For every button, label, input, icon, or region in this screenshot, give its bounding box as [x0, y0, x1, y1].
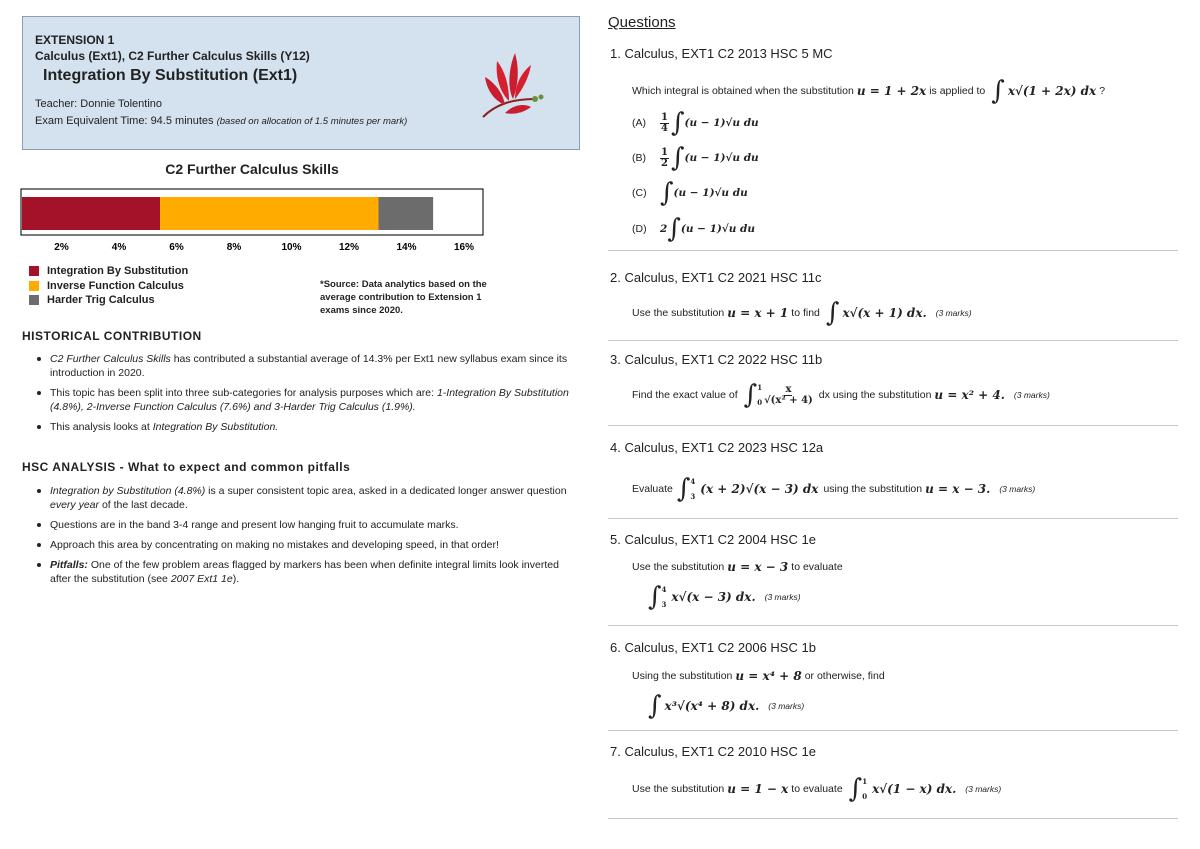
separator	[608, 518, 1178, 519]
stacked-bar-chart	[20, 188, 490, 252]
teacher-line: Teacher: Donnie Tolentino	[35, 98, 163, 110]
question-1-option-a: (A) $\frac{1}{4}$ ∫ (u − 1)√u du	[632, 108, 759, 138]
bar-segment-2	[160, 197, 379, 230]
question-7-title: 7. Calculus, EXT1 C2 2010 HSC 1e	[610, 744, 816, 759]
legend-swatch	[29, 281, 39, 291]
question-7-body: Use the substitution u = 1 − x to evaluate ∫ 1 0 x√(1 − x) dx. (3 marks)	[632, 774, 1002, 804]
header-box	[22, 16, 580, 150]
questions-heading: Questions	[608, 14, 676, 31]
x-tick-label: 14%	[396, 242, 417, 252]
list-item: This analysis looks at Integration By Substitution.	[22, 420, 582, 434]
question-3-title: 3. Calculus, EXT1 C2 2022 HSC 11b	[610, 352, 823, 367]
list-item: Integration by Substitution (4.8%) is a super consistent topic area, asked in a dedicated longer answer question every year of the last decade.	[22, 484, 582, 512]
page-title: Integration By Substitution (Ext1)	[43, 67, 298, 84]
course-label: EXTENSION 1	[35, 33, 115, 47]
x-tick-label: 2%	[54, 242, 69, 252]
list-item: Approach this area by concentrating on making no mistakes and developing speed, in that order!	[22, 538, 582, 552]
question-5-body: Use the substitution u = x − 3 to evaluate	[632, 560, 843, 574]
x-tick-label: 12%	[338, 242, 360, 252]
question-2-body: Use the substitution u = x + 1 to find ∫ x√(x + 1) dx. (3 marks)	[632, 298, 972, 328]
chart-legend	[29, 264, 188, 308]
legend-item-integration: Integration By Substitution	[29, 264, 188, 279]
x-tick-label: 6%	[169, 242, 184, 252]
question-6-body: Using the substitution u = x⁴ + 8 or otherwise, find	[632, 669, 885, 683]
list-item: C2 Further Calculus Skills has contributed a substantial average of 14.3% per Ext1 new syllabus exam since its introduction in 2020.	[22, 352, 582, 380]
historical-heading: HISTORICAL CONTRIBUTION	[22, 329, 202, 343]
hsc-list	[22, 484, 582, 592]
separator	[608, 730, 1178, 731]
chart-footnote: *Source: Data analytics based on the average contribution to Extension 1 exams since 2020.	[320, 279, 487, 316]
exam-time-line: Exam Equivalent Time: 94.5 minutes (based on allocation of 1.5 minutes per mark)	[35, 115, 408, 127]
x-tick-label: 10%	[281, 242, 302, 252]
question-2-title: 2. Calculus, EXT1 C2 2021 HSC 11c	[610, 270, 822, 285]
legend-item-inverse: Inverse Function Calculus	[29, 279, 188, 294]
legend-item-harder-trig: Harder Trig Calculus	[29, 293, 188, 308]
question-3-body: Find the exact value of ∫ 1 0 $\frac{x}{\text{√(x² + 4)}}$ dx using the substitution u = x² + 4. (3 marks)	[632, 380, 1050, 410]
list-item: This topic has been split into three sub-categories for analysis purposes which are: 1-Integration By Substitution (4.8%), 2-Inverse Function Calculus (7.6%) and 3-Harder Trig Calculus (1.9%).	[22, 386, 582, 414]
x-tick-label: 8%	[226, 242, 242, 252]
bar-segment-3	[379, 197, 434, 230]
historical-list	[22, 352, 582, 440]
x-tick-label: 4%	[111, 242, 127, 252]
bar-segment-1	[22, 197, 160, 230]
legend-swatch	[29, 266, 39, 276]
separator	[608, 818, 1178, 819]
list-item: Pitfalls: One of the few problem areas flagged by markers has been when definite integral limits look inverted after the substitution (see 2007 Ext1 1e).	[22, 558, 582, 586]
separator	[608, 425, 1178, 426]
question-1-body: Which integral is obtained when the substitution u = 1 + 2x is applied to ∫ x√(1 + 2x) dx ?	[632, 76, 1106, 106]
question-5-integral: ∫ 4 3 x√(x − 3) dx. (3 marks)	[648, 582, 801, 612]
question-6-integral: ∫ x³√(x⁴ + 8) dx. (3 marks)	[648, 691, 805, 721]
legend-swatch	[29, 295, 39, 305]
chart-title: C2 Further Calculus Skills	[165, 161, 339, 177]
course-subtitle: Calculus (Ext1), C2 Further Calculus Skills (Y12)	[35, 49, 310, 63]
hsc-heading: HSC ANALYSIS - What to expect and common pitfalls	[22, 460, 351, 474]
question-1-option-b: (B) $\frac{1}{2}$ ∫ (u − 1)√u du	[632, 143, 759, 173]
question-4-title: 4. Calculus, EXT1 C2 2023 HSC 12a	[610, 440, 824, 455]
leaf-logo-icon	[475, 47, 549, 121]
separator	[608, 340, 1178, 341]
list-item: Questions are in the band 3-4 range and present low hanging fruit to accumulate marks.	[22, 518, 582, 532]
separator	[608, 250, 1178, 251]
question-4-body: Evaluate ∫ 4 3 (x + 2)√(x − 3) dx using the substitution u = x − 3. (3 marks)	[632, 474, 1036, 504]
question-5-title: 5. Calculus, EXT1 C2 2004 HSC 1e	[610, 532, 816, 547]
question-1-option-c: (C) ∫ (u − 1)√u du	[632, 178, 748, 208]
question-6-title: 6. Calculus, EXT1 C2 2006 HSC 1b	[610, 640, 816, 655]
separator	[608, 625, 1178, 626]
question-1-option-d: (D) 2 ∫ (u − 1)√u du	[632, 214, 756, 244]
x-tick-label: 16%	[453, 242, 475, 252]
question-1-title: 1. Calculus, EXT1 C2 2013 HSC 5 MC	[610, 46, 833, 61]
